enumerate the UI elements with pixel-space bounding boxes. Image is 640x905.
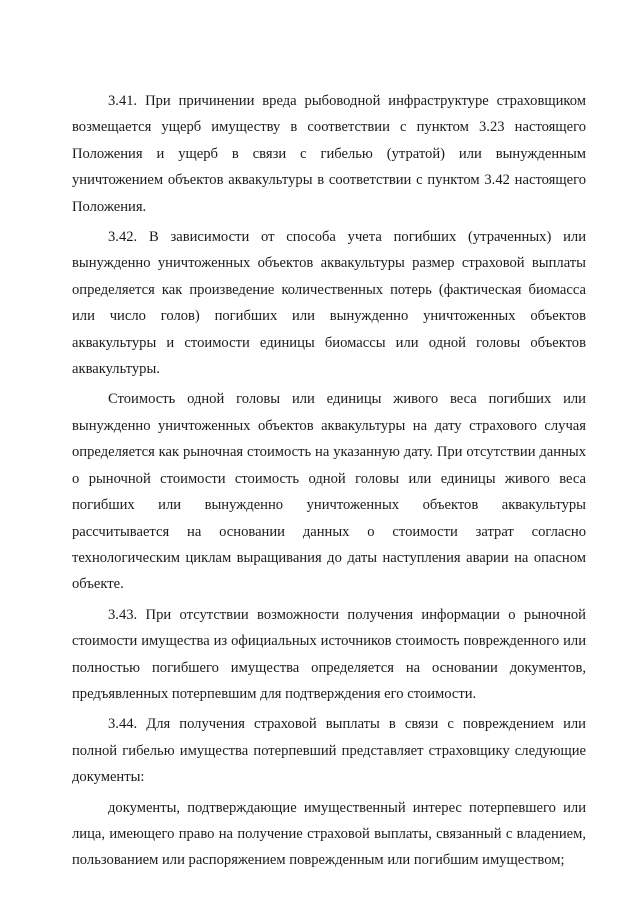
paragraph-3-41: 3.41. При причинении вреда рыбоводной инфраструктуре страховщиком возмещается ущерб имуществу в соответствии с пунктом 3.23 настоящего Положения и ущерб в связи с гибелью (утратой) или вынужденным уничтожением объектов аквакультуры в соответствии с пунктом 3.42 настоящего Положения. <box>72 93 586 215</box>
paragraph-head-cost: Стоимость одной головы или единицы живого веса погибших или вынужденно уничтоженных объектов аквакультуры на дату страхового случая определяется как рыночная стоимость на указанную дату. При отсутствии данных о рыночной стоимости стоимость одной головы или единицы живого веса погибших или вынужденно уничтоженных объектов аквакультуры рассчитывается на основании данных о стоимости затрат согласно технологическим циклам выращивания до даты наступления аварии на опасном объекте. <box>72 391 586 593</box>
paragraph-3-42: 3.42. В зависимости от способа учета погибших (утраченных) или вынужденно уничтоженных объектов аквакультуры размер страховой выплаты определяется как произведение количественных потерь (фактическая биомасса или число голов) погибших или вынужденно уничтоженных объектов аквакультуры и стоимости единицы биомассы или одной головы объектов аквакультуры. <box>72 229 586 378</box>
document-body <box>72 88 586 878</box>
paragraph-3-43: 3.43. При отсутствии возможности получения информации о рыночной стоимости имущества из официальных источников стоимость поврежденного или полностью погибшего имущества определяется на основании документов, предъявленных потерпевшим для подтверждения его стоимости. <box>72 606 586 702</box>
paragraph-documents-list-item: документы, подтверждающие имущественный интерес потерпевшего или лица, имеющего право на получение страховой выплаты, связанный с владением, пользованием или распоряжением поврежденным или погибшим имуществом; <box>72 799 586 869</box>
paragraph-3-44: 3.44. Для получения страховой выплаты в связи с повреждением или полной гибелью имущества потерпевший представляет страховщику следующие документы: <box>72 716 586 786</box>
